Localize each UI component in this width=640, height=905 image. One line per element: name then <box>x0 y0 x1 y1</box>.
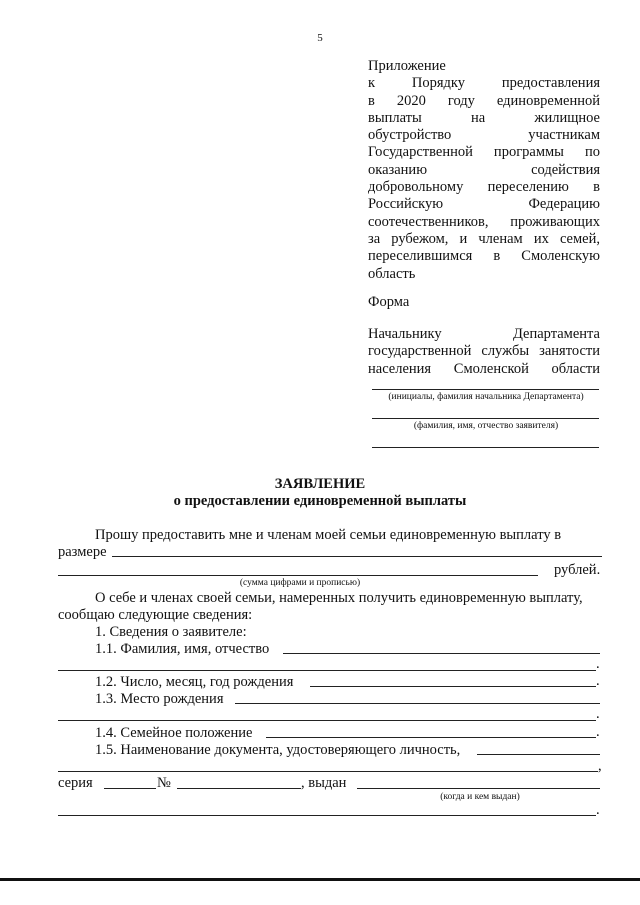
page-bottom-border <box>0 878 640 881</box>
issued-label: , выдан <box>301 775 347 791</box>
id-document-sep: , <box>598 758 602 774</box>
applicant-name-field-2[interactable] <box>372 447 599 448</box>
annex-line: обустройство участникам <box>368 127 600 144</box>
sum-caption: (сумма цифрами и прописью) <box>239 578 361 588</box>
page-number: 5 <box>317 32 323 44</box>
full-name-field[interactable] <box>283 653 600 654</box>
birth-place-field[interactable] <box>235 703 600 704</box>
amount-field[interactable] <box>112 556 602 557</box>
annex-line: соотечественников, проживающих <box>368 213 600 230</box>
annex-line: Государственной программы по <box>368 144 600 161</box>
addressee-line: населения Смоленской области <box>368 360 600 377</box>
applicant-name-caption: (фамилия, имя, отчество заявителя) <box>413 421 559 431</box>
addressee-line: государственной службы занятости <box>368 343 600 360</box>
marital-status-field[interactable] <box>266 737 596 738</box>
full-name-field-cont[interactable] <box>58 670 596 671</box>
document-title: ЗАЯВЛЕНИЕ <box>274 476 366 492</box>
number-field[interactable] <box>177 788 301 789</box>
amount-words-field[interactable] <box>58 575 538 576</box>
issued-field-cont[interactable] <box>58 815 596 816</box>
annex-line: в 2020 году единовременной <box>368 92 600 109</box>
head-name-field[interactable] <box>372 389 599 390</box>
annex-line: к Порядку предоставления <box>368 75 600 92</box>
document-subtitle: о предоставлении единовременной выплаты <box>173 493 467 509</box>
annex-line: выплаты на жилищное <box>368 109 600 126</box>
annex-line: переселившимся в Смоленскую <box>368 248 600 265</box>
applicant-name-field[interactable] <box>372 418 599 419</box>
id-document-field-cont[interactable] <box>58 771 598 772</box>
birth-place-label: 1.3. Место рождения <box>95 691 224 707</box>
info-text: О себе и членах своей семьи, намеренных получить единовременную выплату, <box>95 590 583 606</box>
request-text: Прошу предоставить мне и членам моей семьи единовременную выплату в <box>95 527 562 543</box>
annex-block <box>368 58 600 283</box>
marital-status-label: 1.4. Семейное положение <box>95 725 253 741</box>
annex-line: область <box>368 265 416 282</box>
form-label: Форма <box>368 294 410 310</box>
annex-line: Приложение <box>368 58 446 74</box>
series-label: серия <box>58 775 93 791</box>
full-name-end: . <box>596 656 600 672</box>
birth-date-label: 1.2. Число, месяц, год рождения <box>95 674 294 690</box>
annex-line: за рубежом, и членам их семей, <box>368 230 600 247</box>
issued-end: . <box>596 802 600 818</box>
addressee-line: Начальнику Департамента <box>368 326 600 342</box>
annex-line: оказанию содействия <box>368 161 600 178</box>
birth-date-end: . <box>596 673 600 689</box>
id-document-label: 1.5. Наименование документа, удостоверяющего личность, <box>95 742 461 758</box>
amount-label: размере <box>58 544 107 560</box>
annex-line: Российскую Федерацию <box>368 196 600 213</box>
birth-place-end: . <box>596 706 600 722</box>
issued-caption: (когда и кем выдан) <box>440 792 520 802</box>
rubles-label: рублей. <box>554 562 601 578</box>
full-name-label: 1.1. Фамилия, имя, отчество <box>95 641 270 657</box>
issued-field[interactable] <box>357 788 600 789</box>
section-applicant: 1. Сведения о заявителе: <box>95 624 247 640</box>
addressee-block <box>368 326 600 378</box>
number-label: № <box>157 775 171 791</box>
marital-status-end: . <box>596 724 600 740</box>
annex-line: добровольному переселению в <box>368 179 600 196</box>
series-field[interactable] <box>104 788 156 789</box>
id-document-field[interactable] <box>477 754 600 755</box>
info-text-cont: сообщаю следующие сведения: <box>58 607 253 623</box>
birth-place-field-cont[interactable] <box>58 720 596 721</box>
head-name-caption: (инициалы, фамилия начальника Департамента) <box>388 392 584 402</box>
birth-date-field[interactable] <box>310 686 596 687</box>
